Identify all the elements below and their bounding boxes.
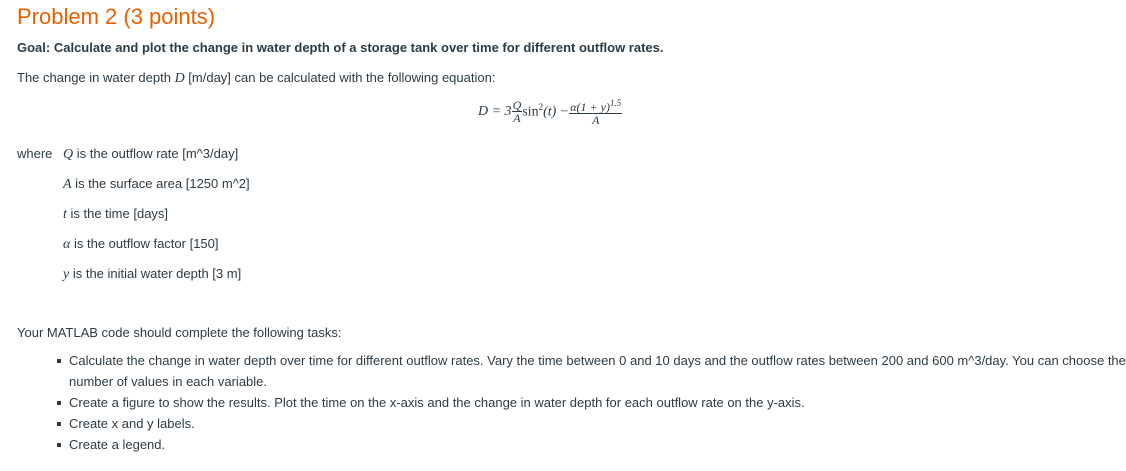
variable-row (63, 236, 219, 253)
equation-sin-term: $\sin^2(t)$ − (522, 102, 570, 120)
equation-fraction-q-over-a (512, 99, 523, 124)
fraction-denominator: A (592, 113, 600, 127)
variable-description: is the time [days] (66, 206, 169, 221)
variable-symbol: A (63, 177, 72, 192)
variable-row (63, 266, 241, 283)
task-item: Calculate the change in water depth over time for different outflow rates. Vary the time between 0 and 10 days and the outflow rates between 200 and 600 m^3/day. You can choose the number of values in each variable. (69, 350, 1126, 392)
equation-intro-symbol: D (174, 71, 185, 86)
equation-intro-after: [m/day] can be calculated with the following equation: (184, 70, 496, 85)
equation-intro-before: The change in water depth (17, 70, 175, 85)
fraction-denominator: A (513, 111, 521, 125)
variable-description: is the outflow rate [m^3/day] (73, 146, 239, 161)
variable-symbol: α (63, 237, 71, 252)
variable-description: is the initial water depth [3 m] (69, 266, 242, 281)
fraction-numerator: Q (512, 98, 522, 112)
where-label (17, 146, 52, 161)
tasks-intro: Your MATLAB code should complete the following tasks: (17, 325, 342, 340)
task-item: Create a figure to show the results. Plot the time on the x-axis and the change in water depth for each outflow rate on the y-axis. (69, 392, 1126, 413)
variable-description: is the outflow factor [150] (70, 236, 219, 251)
variable-row (63, 206, 168, 223)
page-title: Problem 2 (3 points) (17, 4, 216, 29)
variable-symbol: Q (63, 147, 74, 162)
equation-lhs: D = 3 (478, 103, 512, 119)
variable-row (63, 146, 238, 163)
fraction-numerator: $\alpha(1 + y)^{1.5}$ (570, 98, 622, 114)
task-item: Create a legend. (69, 434, 1126, 455)
variable-symbol: y (63, 267, 70, 282)
variable-row (63, 176, 250, 193)
goal-statement: Goal: Calculate and plot the change in water depth of a storage tank over time for different outflow rates. (17, 40, 664, 55)
equation (478, 97, 622, 131)
variable-description: is the surface area [1250 m^2] (71, 176, 250, 191)
equation-fraction-alpha-term (569, 97, 622, 126)
task-list (55, 350, 1126, 455)
task-item: Create x and y labels. (69, 413, 1126, 434)
variable-symbol: t (63, 207, 67, 222)
where-text: where (17, 146, 53, 161)
equation-intro (17, 70, 495, 87)
